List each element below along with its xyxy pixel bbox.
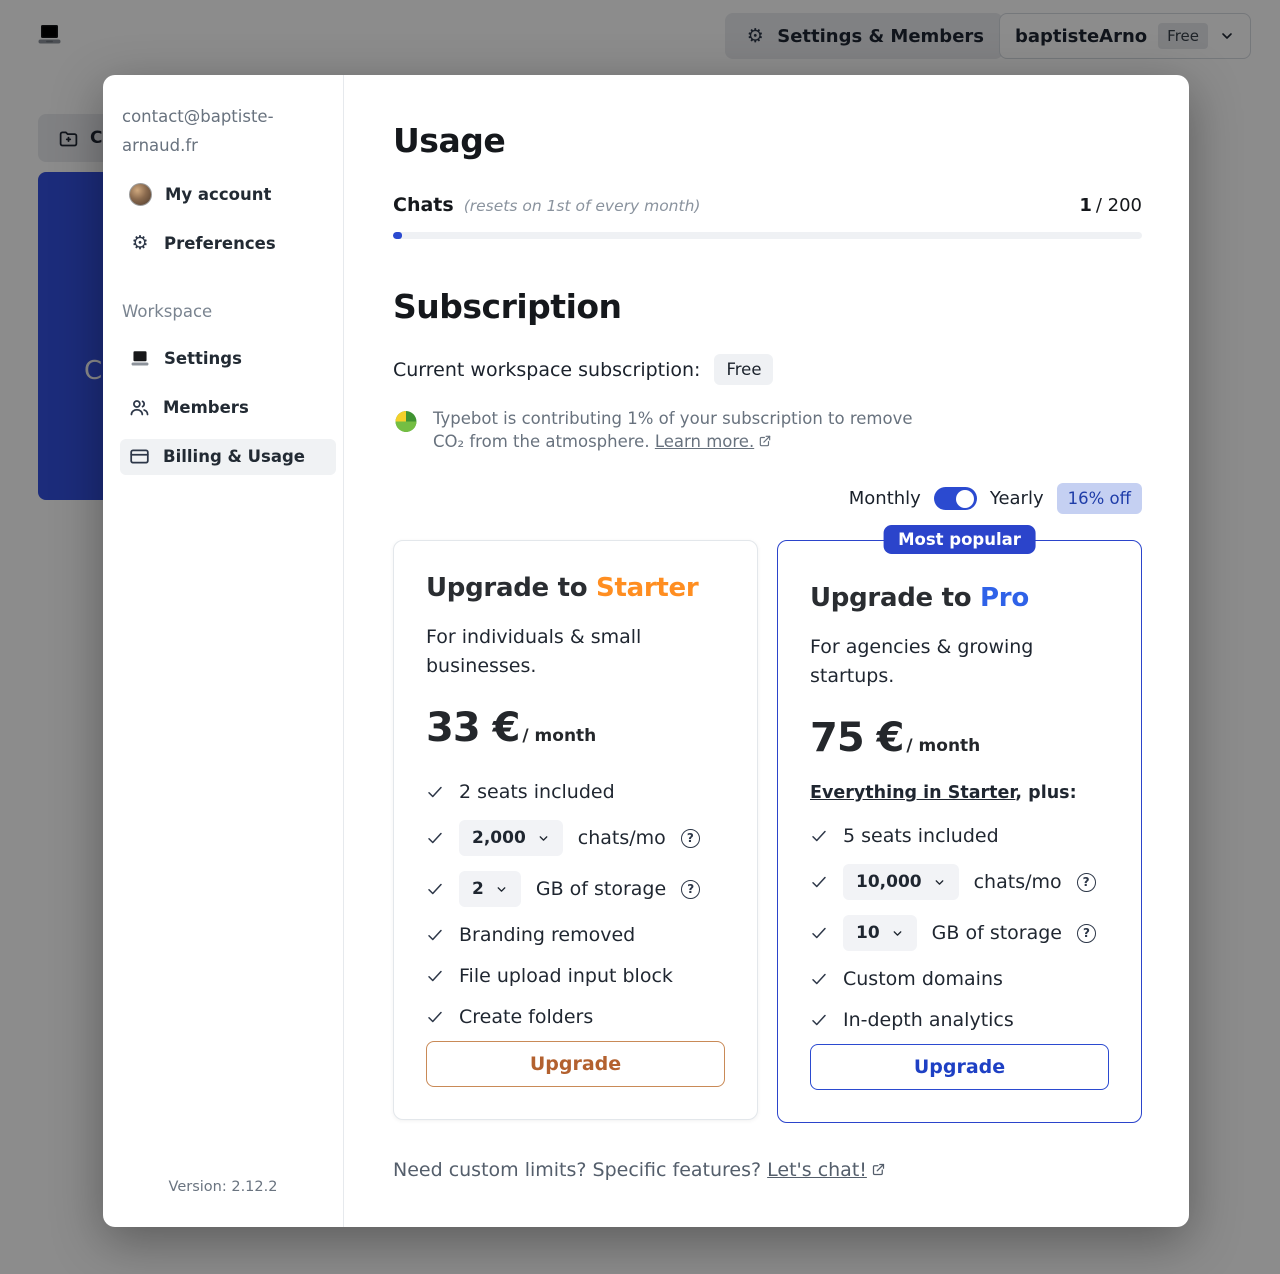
feature-row xyxy=(426,1004,725,1030)
chats-progress-fill xyxy=(393,232,402,239)
billing-usage-panel xyxy=(344,75,1189,1227)
check-icon xyxy=(426,1008,444,1026)
starter-title xyxy=(426,573,725,603)
avatar xyxy=(129,183,152,206)
feature-label: Custom domains xyxy=(843,968,1003,991)
chats-used: 1 xyxy=(1079,195,1092,216)
dropdown-value: 2 xyxy=(472,879,484,900)
billing-period-toggle-row xyxy=(393,483,1142,514)
preferences-label: Preferences xyxy=(164,234,276,254)
current-subscription-label: Current workspace subscription: xyxy=(393,358,701,381)
dropdown-value: 2,000 xyxy=(472,828,526,849)
chevron-down-icon xyxy=(933,876,946,889)
help-icon[interactable]: ? xyxy=(1077,924,1096,943)
chats-total: / 200 xyxy=(1095,195,1142,216)
my-account-label: My account xyxy=(165,185,272,205)
current-subscription-row xyxy=(393,354,1142,385)
feature-label: In-depth analytics xyxy=(843,1009,1014,1032)
user-email: contact@baptiste-arnaud.fr xyxy=(122,107,274,155)
switch-knob xyxy=(956,490,974,508)
feature-row xyxy=(810,966,1109,992)
gear-icon: ⚙ xyxy=(131,232,149,255)
custom-limits-question: Need custom limits? Specific features? xyxy=(393,1159,768,1182)
external-link-icon xyxy=(871,1162,886,1177)
feature-row xyxy=(426,779,725,805)
check-icon xyxy=(426,829,444,847)
check-icon xyxy=(810,873,828,891)
dropdown-value: 10,000 xyxy=(856,872,922,893)
check-icon xyxy=(426,783,444,801)
discount-badge: 16% off xyxy=(1057,483,1142,514)
version-text: Version: 2.12.2 xyxy=(168,1179,278,1195)
chats-limit-dropdown[interactable] xyxy=(459,820,563,856)
climate-message: Typebot is contributing 1% of your subscription to remove CO₂ from the atmosphere. xyxy=(433,409,913,452)
settings-modal xyxy=(103,75,1189,1227)
members-label: Members xyxy=(163,398,249,418)
users-icon xyxy=(129,397,150,418)
learn-more-link[interactable]: Learn more. xyxy=(654,432,755,452)
storage-limit-dropdown[interactable] xyxy=(459,871,521,907)
pro-title-name: Pro xyxy=(980,583,1029,614)
most-popular-badge: Most popular xyxy=(883,525,1036,554)
pro-title xyxy=(810,583,1109,613)
feature-label: chats/mo xyxy=(577,827,666,850)
feature-label: Branding removed xyxy=(459,924,636,947)
usage-title: Usage xyxy=(393,121,506,160)
credit-card-icon xyxy=(129,446,150,467)
pro-description: For agencies & growing startups. xyxy=(810,636,1034,687)
subscription-title: Subscription xyxy=(393,287,622,326)
starter-description: For individuals & small businesses. xyxy=(426,626,642,677)
feature-label: 5 seats included xyxy=(843,825,999,848)
climate-text xyxy=(433,407,938,453)
yearly-label: Yearly xyxy=(989,488,1044,510)
settings-members-label: Settings & Members xyxy=(777,25,984,47)
chats-limit-dropdown[interactable] xyxy=(843,864,959,900)
feature-label: GB of storage xyxy=(931,922,1062,945)
feature-label: Create folders xyxy=(459,1006,594,1029)
feature-row xyxy=(810,864,1109,900)
pro-includes-line xyxy=(810,783,1109,803)
chats-usage-row xyxy=(393,194,1142,216)
pro-period: / month xyxy=(906,736,981,757)
billing-usage-label: Billing & Usage xyxy=(163,447,305,467)
help-icon[interactable]: ? xyxy=(1077,873,1096,892)
help-icon[interactable]: ? xyxy=(681,829,700,848)
workspace-section-heading: Workspace xyxy=(122,301,213,321)
folder-card-initial: C xyxy=(84,356,103,386)
feature-label: chats/mo xyxy=(973,871,1062,894)
help-icon[interactable]: ? xyxy=(681,880,700,899)
feature-label: 2 seats included xyxy=(459,781,615,804)
billing-period-switch[interactable] xyxy=(934,487,977,510)
check-icon xyxy=(810,924,828,942)
check-icon xyxy=(810,827,828,845)
starter-title-prefix: Upgrade to xyxy=(426,573,597,604)
pro-price: 75 € xyxy=(810,715,904,762)
sidebar-item-billing-usage[interactable] xyxy=(120,439,336,475)
check-icon xyxy=(810,1011,828,1029)
storage-limit-dropdown[interactable] xyxy=(843,915,917,951)
settings-label: Settings xyxy=(164,349,242,369)
sidebar-item-preferences[interactable] xyxy=(120,226,336,262)
feature-row xyxy=(426,922,725,948)
chats-label: Chats xyxy=(393,194,454,216)
laptop-icon xyxy=(129,349,151,369)
starter-price: 33 € xyxy=(426,705,520,752)
check-icon xyxy=(426,926,444,944)
feature-row xyxy=(810,823,1109,849)
external-link-icon xyxy=(758,434,772,448)
monthly-label: Monthly xyxy=(848,488,921,510)
feature-row xyxy=(810,915,1109,951)
sidebar-item-settings[interactable] xyxy=(120,341,336,377)
check-icon xyxy=(810,970,828,988)
feature-label: GB of storage xyxy=(535,878,667,901)
feature-row xyxy=(426,820,725,856)
check-icon xyxy=(426,967,444,985)
chevron-down-icon xyxy=(891,927,904,940)
feature-row xyxy=(426,871,725,907)
plan-cards xyxy=(393,530,1142,1123)
climate-leaf-icon xyxy=(393,410,419,433)
chats-reset-note: (resets on 1st of every month) xyxy=(463,197,701,215)
feature-row xyxy=(426,963,725,989)
dropdown-value: 10 xyxy=(856,923,880,944)
starter-upgrade-button[interactable]: Upgrade xyxy=(426,1041,725,1087)
climate-note xyxy=(393,407,1142,453)
custom-limits-note xyxy=(393,1159,1142,1181)
starter-period: / month xyxy=(522,726,597,747)
chevron-down-icon xyxy=(495,883,508,896)
settings-sidebar xyxy=(103,75,344,1227)
chats-progress-bar xyxy=(393,232,1142,239)
gear-icon: ⚙ xyxy=(746,24,764,47)
lets-chat-link[interactable]: Let's chat! xyxy=(767,1159,867,1182)
workspace-name: baptisteArno xyxy=(1014,25,1148,47)
pro-includes-rest: , plus: xyxy=(1015,783,1077,804)
pro-includes-underlined: Everything in Starter xyxy=(810,783,1016,804)
current-plan-badge: Free xyxy=(714,354,773,385)
workspace-plan-badge: Free xyxy=(1158,23,1208,49)
check-icon xyxy=(426,880,444,898)
starter-price-row xyxy=(426,705,725,751)
starter-plan-card xyxy=(393,540,758,1120)
starter-features xyxy=(426,779,725,1030)
pro-price-row xyxy=(810,715,1109,761)
chevron-down-icon xyxy=(537,832,550,845)
chats-count xyxy=(1079,195,1142,216)
feature-row xyxy=(810,1007,1109,1033)
create-folder-label: C xyxy=(90,128,103,148)
pro-plan-card xyxy=(777,530,1142,1123)
pro-title-prefix: Upgrade to xyxy=(810,583,981,614)
feature-label: File upload input block xyxy=(459,965,673,988)
sidebar-item-members[interactable] xyxy=(120,390,336,426)
pro-features xyxy=(810,823,1109,1033)
sidebar-item-my-account[interactable] xyxy=(120,177,336,213)
pro-upgrade-button[interactable]: Upgrade xyxy=(810,1044,1109,1090)
starter-title-name: Starter xyxy=(596,573,699,604)
